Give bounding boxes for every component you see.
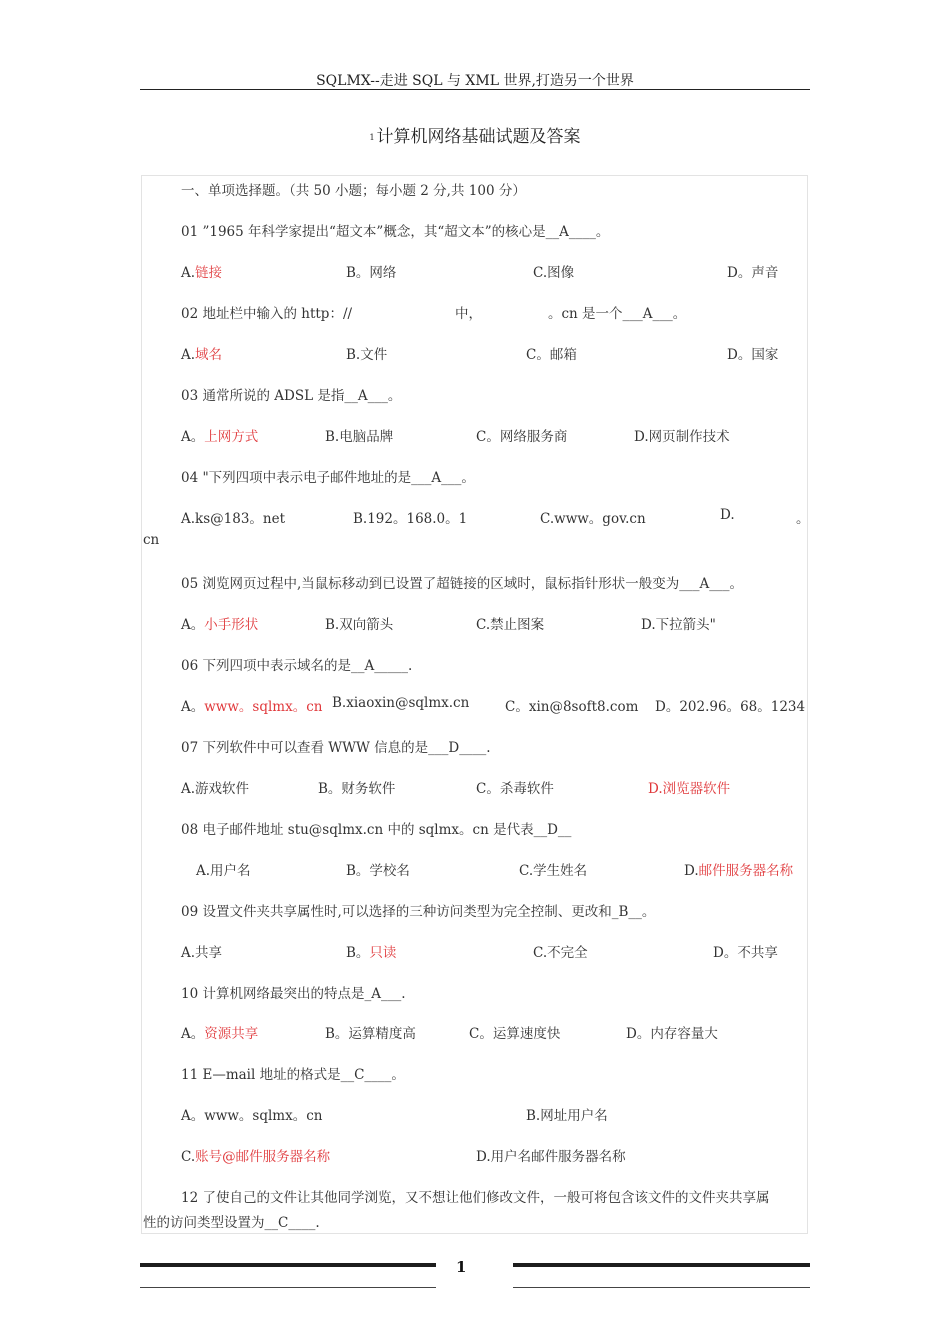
option-10-d <box>626 1022 718 1042</box>
option-text: 游戏软件 <box>195 781 250 797</box>
option-text: 文件 <box>360 347 388 363</box>
option-label: C. <box>181 1149 196 1165</box>
question-12-line-1: 12 了使自己的文件让其他同学浏览，又不想让他们修改文件，一般可将包含该文件的文件夹共享属 <box>181 1190 770 1206</box>
option-05-d <box>641 613 716 633</box>
correct-answer: 链接 <box>195 265 223 281</box>
header-rule <box>140 89 810 90</box>
correct-answer: 域名 <box>195 347 223 363</box>
option-label: C. <box>519 863 534 879</box>
option-text: 下拉箭头" <box>655 617 716 633</box>
option-08-b <box>346 859 410 879</box>
footer-thin-right <box>513 1287 810 1288</box>
document-title <box>0 122 950 147</box>
option-text: 不共享 <box>737 945 778 961</box>
option-01-b <box>346 261 396 281</box>
question-01: 01 ”1965 年科学家提出“超文本”概念，其“超文本”的核心是__A____。 <box>181 224 610 240</box>
option-10-c <box>469 1022 560 1042</box>
option-label: B. <box>332 695 347 711</box>
option-10-a <box>181 1022 258 1042</box>
correct-answer: 上网方式 <box>204 429 259 445</box>
option-label: D. <box>476 1149 491 1165</box>
option-text: 网络服务商 <box>499 429 568 445</box>
option-label: C. <box>476 617 491 633</box>
correct-answer: 小手形状 <box>204 617 259 633</box>
option-11-d <box>476 1145 626 1165</box>
title-mark: 1 <box>369 133 375 142</box>
question-02-part-2: 中， <box>455 306 482 322</box>
option-label: D。 <box>727 347 752 363</box>
option-04-d-text: 。 <box>796 511 810 527</box>
option-10-b <box>325 1022 416 1042</box>
correct-answer: 只读 <box>369 945 397 961</box>
option-03-b <box>325 425 393 445</box>
option-label: C. <box>533 265 548 281</box>
question-09: 09 设置文件夹共享属性时,可以选择的三种访问类型为完全控制、更改和_B__。 <box>181 904 656 920</box>
option-label: C。 <box>476 781 500 797</box>
running-header: SQLMX--走进 SQL 与 XML 世界,打造另一个世界 <box>316 73 634 89</box>
option-text: 网络 <box>369 265 397 281</box>
option-02-d <box>727 343 778 363</box>
option-label: A。 <box>181 1108 205 1124</box>
option-label: C。 <box>469 1026 493 1042</box>
option-label: A. <box>196 863 211 879</box>
option-03-d <box>634 425 730 445</box>
option-label: A. <box>181 511 196 527</box>
option-text: 图像 <box>547 265 575 281</box>
option-02-c <box>526 343 577 363</box>
option-text: 财务软件 <box>341 781 396 797</box>
option-01-d <box>727 261 778 281</box>
option-text: xin@8soft8.com <box>528 699 639 715</box>
option-06-b <box>332 695 469 711</box>
option-04-d-label: D. <box>720 507 735 523</box>
option-text: ks@183。net <box>195 511 286 527</box>
option-text: 网页制作技术 <box>648 429 730 445</box>
option-text: 202.96。68。1234 <box>679 699 806 715</box>
option-text: 双向箭头 <box>339 617 394 633</box>
option-label: B。 <box>325 1026 349 1042</box>
option-03-c <box>476 425 567 445</box>
option-06-a <box>181 695 322 715</box>
question-05: 05 浏览网页过程中,当鼠标移动到已设置了超链接的区域时，鼠标指针形状一般变为___A___。 <box>181 576 744 592</box>
option-label: B. <box>325 429 340 445</box>
question-07: 07 下列软件中可以查看 WWW 信息的是___D____. <box>181 740 491 756</box>
option-label: C. <box>533 945 548 961</box>
correct-answer: 邮件服务器名称 <box>698 863 794 879</box>
option-label: B。 <box>318 781 342 797</box>
option-label: A。 <box>181 1026 205 1042</box>
option-label: D. <box>648 781 663 797</box>
option-04-b <box>353 507 467 527</box>
correct-answer: 账号@邮件服务器名称 <box>195 1149 331 1165</box>
option-08-d <box>684 859 793 879</box>
option-09-c <box>533 941 588 961</box>
option-text: 邮箱 <box>549 347 577 363</box>
option-01-a <box>181 261 222 281</box>
option-label: B. <box>526 1108 541 1124</box>
correct-answer: 浏览器软件 <box>662 781 731 797</box>
question-02-part-3: 。cn 是一个___A___。 <box>548 306 687 322</box>
question-06: 06 下列四项中表示域名的是__A_____. <box>181 658 413 674</box>
option-text: 声音 <box>751 265 779 281</box>
option-04-a <box>181 507 285 527</box>
option-05-a <box>181 613 258 633</box>
footer-thin-left <box>140 1287 436 1288</box>
option-text: 运算精度高 <box>348 1026 416 1042</box>
option-label: A. <box>181 347 196 363</box>
option-02-b <box>346 343 387 363</box>
option-text: 用户名 <box>210 863 251 879</box>
option-label: B。 <box>346 863 370 879</box>
question-03: 03 通常所说的 ADSL 是指__A___。 <box>181 388 402 404</box>
option-label: A. <box>181 781 196 797</box>
footer-rule-right <box>513 1263 810 1267</box>
option-01-c <box>533 261 574 281</box>
option-07-a <box>181 777 249 797</box>
option-05-b <box>325 613 393 633</box>
option-text: xiaoxin@sqlmx.cn <box>346 695 470 711</box>
option-label: B. <box>353 511 368 527</box>
option-text: 电脑品牌 <box>339 429 394 445</box>
question-10: 10 计算机网络最突出的特点是_A___. <box>181 986 406 1002</box>
question-08: 08 电子邮件地址 stu@sqlmx.cn 中的 sqlmx。cn 是代表__D__ <box>181 822 572 838</box>
option-label: C. <box>540 511 555 527</box>
option-label: D。 <box>655 699 680 715</box>
option-07-c <box>476 777 554 797</box>
option-label: A。 <box>181 617 205 633</box>
option-text: www。sqlmx。cn <box>204 1108 323 1124</box>
option-text: 不完全 <box>547 945 588 961</box>
option-label: D。 <box>713 945 738 961</box>
option-label: A。 <box>181 429 205 445</box>
section-heading: 一、单项选择题。（共 50 小题；每小题 2 分,共 100 分） <box>181 183 526 199</box>
option-07-d <box>648 777 730 797</box>
option-text: 192。168.0。1 <box>367 511 468 527</box>
footer-rule-left <box>140 1263 436 1267</box>
option-label: D。 <box>626 1026 651 1042</box>
option-06-c <box>505 695 638 715</box>
option-07-b <box>318 777 395 797</box>
question-12-line-2: 性的访问类型设置为__C____. <box>143 1215 320 1231</box>
option-09-d <box>713 941 778 961</box>
question-11: 11 E—mail 地址的格式是__C____。 <box>181 1067 405 1083</box>
option-08-c <box>519 859 587 879</box>
option-09-b <box>346 941 396 961</box>
option-text: 内存容量大 <box>650 1026 718 1042</box>
correct-answer: 资源共享 <box>204 1026 259 1042</box>
option-09-a <box>181 941 222 961</box>
option-text: 网址用户名 <box>540 1108 608 1124</box>
option-label: C。 <box>476 429 500 445</box>
option-02-a <box>181 343 222 363</box>
option-label: A。 <box>181 699 205 715</box>
option-04-d-wrap: cn <box>143 532 160 548</box>
option-label: B. <box>325 617 340 633</box>
question-04: 04 "下列四项中表示电子邮件地址的是___A___。 <box>181 470 475 486</box>
option-06-d <box>655 695 805 715</box>
option-11-c <box>181 1145 330 1165</box>
option-11-b <box>526 1104 608 1124</box>
page-number: 1 <box>456 1258 467 1276</box>
option-text: 运算速度快 <box>492 1026 561 1042</box>
option-label: C。 <box>526 347 550 363</box>
option-text: www。gov.cn <box>554 511 646 527</box>
question-02-part-1: 02 地址栏中输入的 http：// <box>181 306 353 322</box>
option-05-c <box>476 613 544 633</box>
option-label: D. <box>684 863 699 879</box>
option-text: 共享 <box>195 945 223 961</box>
option-label: A. <box>181 265 196 281</box>
option-label: B. <box>346 347 361 363</box>
option-text: 学生姓名 <box>533 863 588 879</box>
option-label: D。 <box>727 265 752 281</box>
title-text: 计算机网络基础试题及答案 <box>376 127 581 147</box>
option-text: 用户名邮件服务器名称 <box>490 1149 626 1165</box>
option-text: 学校名 <box>369 863 410 879</box>
option-08-a <box>196 859 251 879</box>
option-04-c <box>540 507 646 527</box>
option-text: 国家 <box>751 347 779 363</box>
option-text: 禁止图案 <box>490 617 545 633</box>
option-label: B。 <box>346 945 370 961</box>
option-label: A. <box>181 945 196 961</box>
option-03-a <box>181 425 258 445</box>
correct-answer: www。sqlmx。cn <box>204 699 323 715</box>
option-11-a <box>181 1104 322 1124</box>
option-label: D. <box>641 617 656 633</box>
option-label: D. <box>634 429 649 445</box>
option-label: B。 <box>346 265 370 281</box>
option-label: C。 <box>505 699 529 715</box>
option-text: 杀毒软件 <box>499 781 554 797</box>
